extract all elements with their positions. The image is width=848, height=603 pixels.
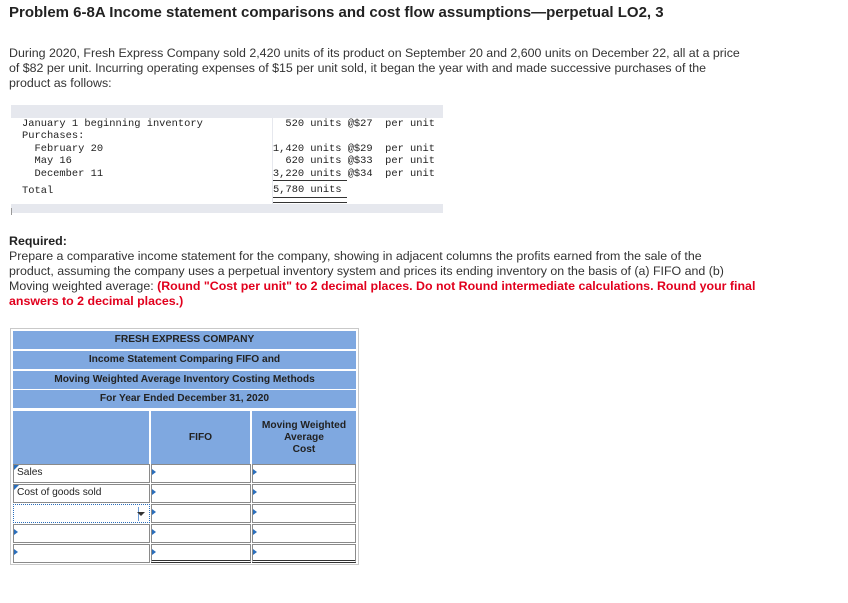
row4-fifo-input[interactable]	[151, 524, 251, 543]
inv-label-total: Total	[22, 185, 54, 197]
required-line-1: Prepare a comparative income statement for the company, showing in adjacent columns the profits earned from the sale of the	[9, 249, 702, 263]
required-line-2: product, assuming the company uses a perpetual inventory system and prices its ending inventory on the basis of (a) FIFO and (b)	[9, 264, 724, 278]
income-statement	[10, 328, 359, 565]
row5-fifo-input[interactable]	[151, 544, 251, 563]
input-marker-icon	[152, 509, 156, 515]
intro-line-2: of $82 per unit. Incurring operating expenses of $15 per unit sold, it began the year with and made successive purchases of the	[9, 61, 707, 75]
cogs-fifo-input[interactable]	[151, 484, 251, 503]
cogs-mwa-input[interactable]	[252, 484, 356, 503]
inv-detail-total: 5,780 units	[273, 184, 342, 196]
row5-mwa-input[interactable]	[252, 544, 356, 563]
input-marker-icon	[253, 469, 257, 475]
inv-label-feb: February 20	[22, 143, 104, 155]
inventory-tick	[11, 208, 12, 215]
inventory-bottom-bar	[11, 204, 443, 213]
intro-line-1: During 2020, Fresh Express Company sold 2,420 units of its product on September 20 and 2,600 units on December 22, all at a price	[9, 46, 740, 60]
input-marker-icon	[152, 529, 156, 535]
inventory-top-bar	[11, 105, 443, 118]
inv-detail-may: 620 units @$33 per unit	[285, 155, 435, 167]
fifo-column-header: FIFO	[151, 410, 250, 464]
row4-label-input[interactable]	[13, 524, 150, 543]
inv-double-underline	[273, 197, 347, 203]
input-marker-icon	[14, 485, 19, 490]
inv-detail-dec: 3,220 units @$34 per unit	[272, 168, 435, 180]
input-marker-icon	[253, 529, 257, 535]
rounding-instruction: (Round "Cost per unit" to 2 decimal places. Do not Round intermediate calculations. Round your final	[157, 279, 756, 293]
input-marker-icon	[152, 489, 156, 495]
row-label-sales[interactable]: Sales	[13, 464, 150, 483]
label-column-header	[13, 410, 149, 464]
statement-period: For Year Ended December 31, 2020	[13, 389, 356, 408]
input-marker-icon	[253, 549, 257, 555]
input-marker-icon	[14, 465, 19, 470]
row4-mwa-input[interactable]	[252, 524, 356, 543]
statement-company: FRESH EXPRESS COMPANY	[13, 330, 356, 349]
inv-label-may: May 16	[22, 155, 72, 167]
row-label-select[interactable]	[13, 504, 150, 523]
input-marker-icon	[253, 489, 257, 495]
inventory-schedule	[11, 105, 443, 215]
inv-underline	[273, 180, 347, 181]
intro-line-3: product as follows:	[9, 76, 112, 90]
problem-title: Problem 6-8A Income statement comparisons and cost flow assumptions—perpetual LO2, 3	[9, 4, 664, 21]
required-section	[9, 234, 809, 309]
inv-detail-feb: 1,420 units @$29 per unit	[272, 143, 435, 155]
input-marker-icon	[253, 509, 257, 515]
problem-intro	[9, 46, 809, 91]
row3-fifo-input[interactable]	[151, 504, 251, 523]
row-label-cogs[interactable]: Cost of goods sold	[13, 484, 150, 503]
row5-label-input[interactable]	[13, 544, 150, 563]
statement-heading-1: Income Statement Comparing FIFO and	[13, 350, 356, 369]
inv-label-jan: January 1 beginning inventory	[22, 118, 203, 130]
chevron-down-icon[interactable]	[137, 512, 145, 516]
input-marker-icon	[14, 529, 18, 535]
statement-heading-2: Moving Weighted Average Inventory Costing Methods	[13, 370, 356, 389]
input-marker-icon	[152, 469, 156, 475]
inv-label-purchases: Purchases:	[22, 130, 85, 142]
sales-fifo-input[interactable]	[151, 464, 251, 483]
input-marker-icon	[14, 549, 18, 555]
required-heading: Required:	[9, 234, 67, 248]
input-marker-icon	[152, 549, 156, 555]
rounding-instruction-cont: answers to 2 decimal places.)	[9, 294, 184, 308]
mwa-column-header: Moving Weighted Average Cost	[252, 410, 356, 464]
row3-mwa-input[interactable]	[252, 504, 356, 523]
required-line-3: Moving weighted average:	[9, 279, 158, 293]
inv-detail-jan: 520 units @$27 per unit	[285, 118, 435, 130]
inv-label-dec: December 11	[22, 168, 104, 180]
sales-mwa-input[interactable]	[252, 464, 356, 483]
